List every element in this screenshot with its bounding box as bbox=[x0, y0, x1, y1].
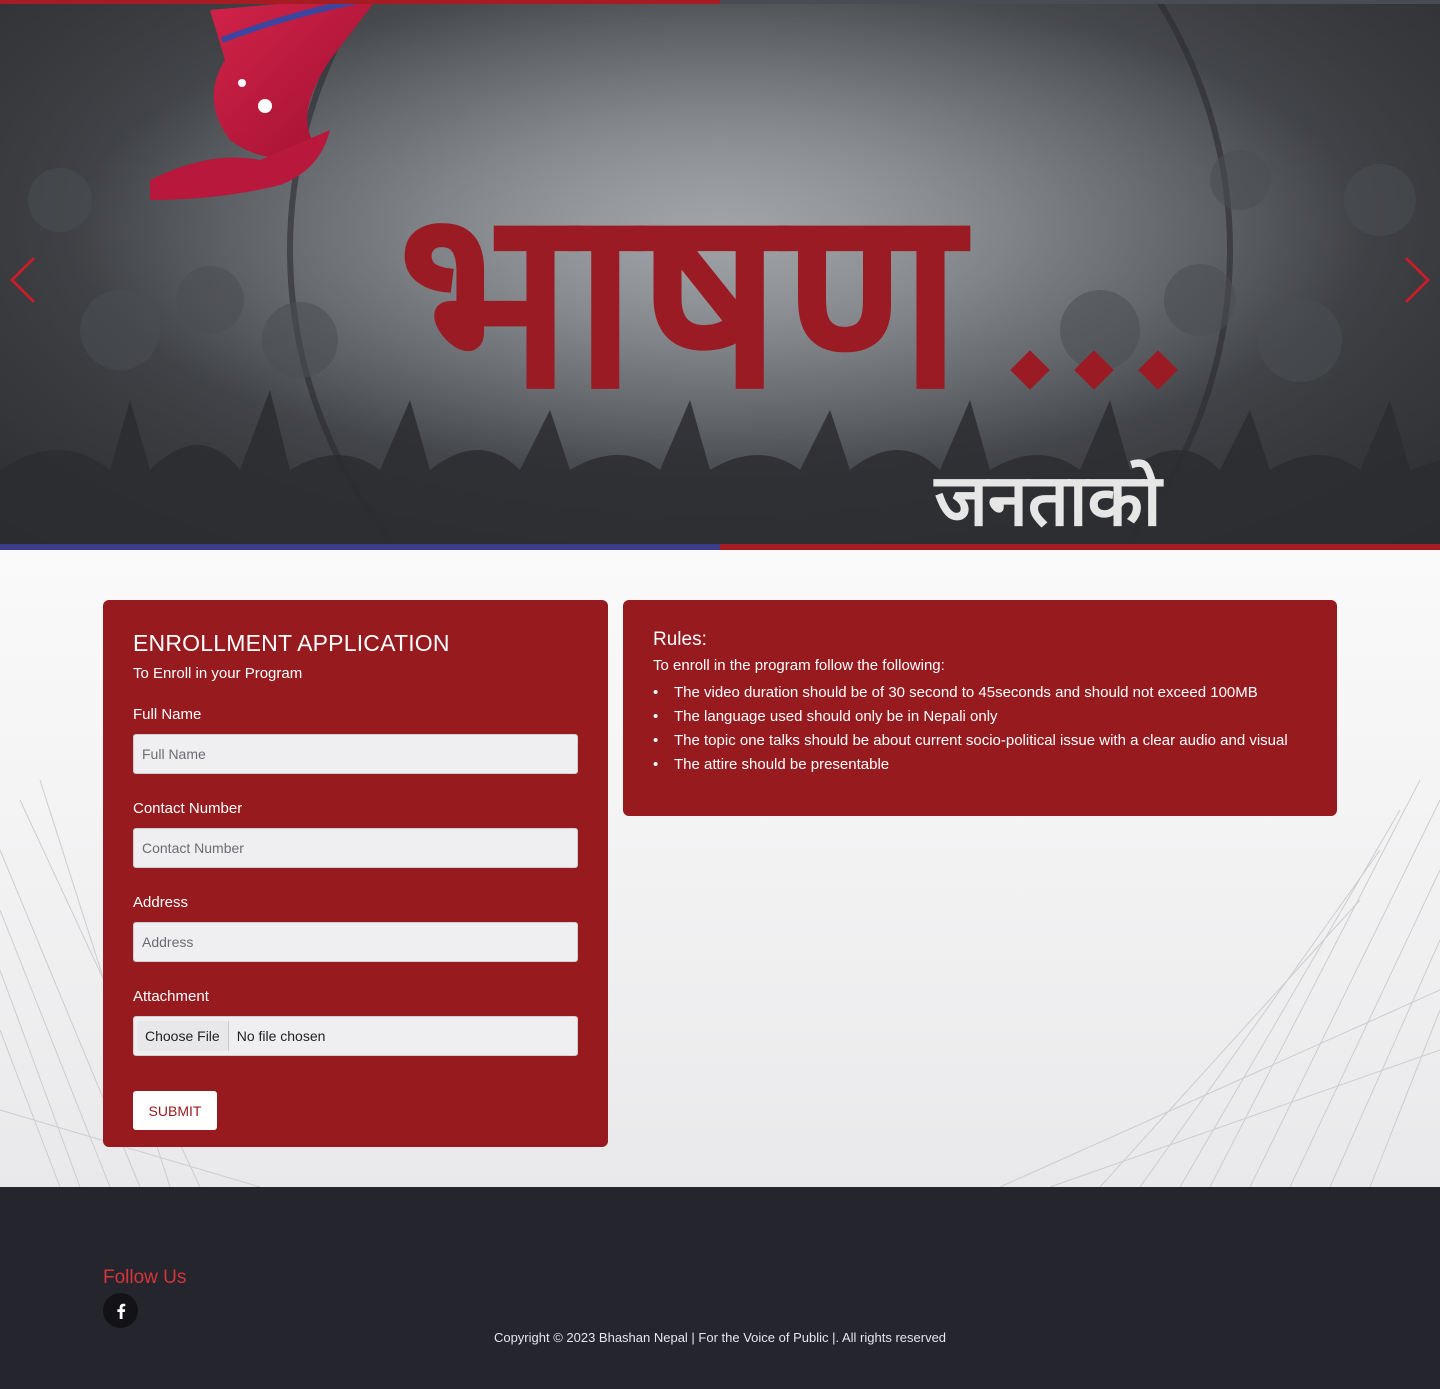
submit-button[interactable]: SUBMIT bbox=[133, 1091, 217, 1130]
enrollment-section bbox=[0, 550, 1440, 1187]
facebook-icon bbox=[116, 1303, 126, 1319]
enrollment-card bbox=[103, 600, 608, 1147]
rule-item: • The language used should only be in Nepali only bbox=[653, 708, 998, 725]
enrollment-title: ENROLLMENT APPLICATION bbox=[133, 630, 450, 656]
carousel-next-button[interactable] bbox=[1402, 255, 1432, 305]
address-input[interactable] bbox=[133, 922, 578, 962]
rules-intro: To enroll in the program follow the following: bbox=[653, 657, 945, 674]
carousel-prev-button[interactable] bbox=[8, 255, 38, 305]
full-name-label: Full Name bbox=[133, 706, 202, 723]
facebook-link[interactable] bbox=[103, 1293, 138, 1328]
file-status-text: No file chosen bbox=[236, 1028, 326, 1044]
rules-card bbox=[623, 600, 1337, 816]
rule-item: • The topic one talks should be about current socio-political issue with a clear audio and visual bbox=[653, 732, 1288, 749]
hero-carousel bbox=[0, 0, 1440, 550]
footer bbox=[0, 1187, 1440, 1389]
enrollment-subtitle: To Enroll in your Program bbox=[133, 665, 303, 682]
attachment-label: Attachment bbox=[133, 988, 209, 1005]
copyright-text: Copyright © 2023 Bhashan Nepal | For the Voice of Public |. All rights reserved bbox=[493, 1330, 947, 1345]
address-label: Address bbox=[133, 894, 189, 911]
chevron-right-icon bbox=[1402, 255, 1432, 305]
hero-top-strip-dark bbox=[720, 0, 1440, 4]
rule-item: • The attire should be presentable bbox=[653, 756, 890, 773]
rules-list bbox=[653, 681, 1307, 777]
hero-subtext: जनताको bbox=[934, 458, 1162, 542]
contact-number-label: Contact Number bbox=[133, 800, 243, 817]
follow-us-title: Follow Us bbox=[103, 1267, 187, 1288]
choose-file-button[interactable]: Choose File bbox=[137, 1021, 229, 1051]
rule-item: • The video duration should be of 30 second to 45seconds and should not exceed 100MB bbox=[653, 684, 1258, 701]
hero-headline: भाषण bbox=[397, 153, 963, 444]
full-name-input[interactable] bbox=[133, 734, 578, 774]
contact-number-input[interactable] bbox=[133, 828, 578, 868]
attachment-file-input[interactable] bbox=[133, 1016, 578, 1056]
chevron-left-icon bbox=[8, 255, 38, 305]
hero-banner-image bbox=[0, 0, 1440, 550]
rules-title: Rules: bbox=[653, 629, 707, 650]
hero-top-strip-red bbox=[0, 0, 720, 4]
